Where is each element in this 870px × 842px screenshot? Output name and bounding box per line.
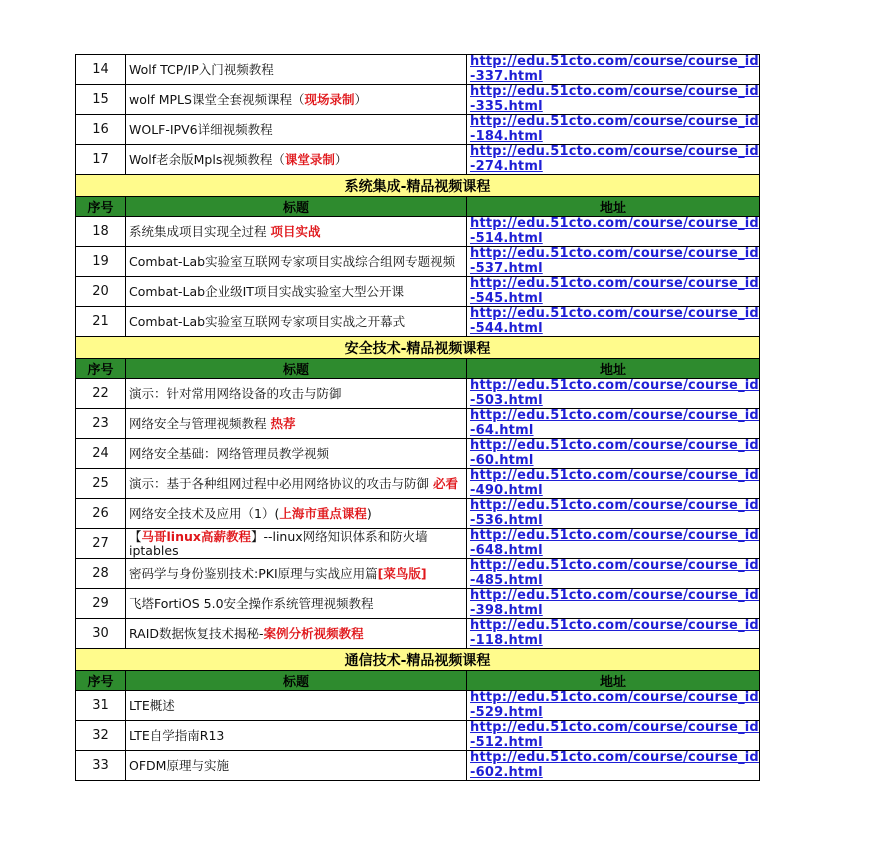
course-title-text: OFDM原理与实施 bbox=[129, 757, 229, 773]
course-title-highlight: 课堂录制 bbox=[284, 151, 335, 167]
course-url-link[interactable]: http://edu.51cto.com/course/course_id-529.html bbox=[470, 690, 759, 720]
course-row bbox=[76, 247, 760, 277]
course-title-text: LTE概述 bbox=[129, 697, 175, 713]
course-row bbox=[76, 751, 760, 781]
section-title: 安全技术-精品视频课程 bbox=[76, 337, 760, 359]
course-url-cell bbox=[467, 85, 760, 115]
course-row bbox=[76, 499, 760, 529]
course-table-body bbox=[76, 55, 760, 781]
course-title-text: 网络安全基础：网络管理员教学视频 bbox=[129, 445, 330, 461]
course-number: 29 bbox=[76, 589, 126, 619]
section-title: 通信技术-精品视频课程 bbox=[76, 649, 760, 671]
course-title-cell bbox=[126, 409, 467, 439]
column-header-url: 地址 bbox=[467, 671, 760, 691]
course-table-sheet bbox=[75, 54, 759, 781]
course-number: 18 bbox=[76, 217, 126, 247]
course-number: 17 bbox=[76, 145, 126, 175]
course-url-link[interactable]: http://edu.51cto.com/course/course_id-648.html bbox=[470, 528, 759, 558]
course-title-cell bbox=[126, 559, 467, 589]
course-title-cell bbox=[126, 619, 467, 649]
course-url-link[interactable]: http://edu.51cto.com/course/course_id-537.html bbox=[470, 246, 759, 276]
course-url-link[interactable]: http://edu.51cto.com/course/course_id-485.html bbox=[470, 558, 759, 588]
course-url-cell bbox=[467, 307, 760, 337]
course-url-link[interactable]: http://edu.51cto.com/course/course_id-536.html bbox=[470, 498, 759, 528]
course-row bbox=[76, 469, 760, 499]
course-row bbox=[76, 379, 760, 409]
course-number: 16 bbox=[76, 115, 126, 145]
course-number: 19 bbox=[76, 247, 126, 277]
course-row bbox=[76, 145, 760, 175]
course-title-highlight: 上海市重点课程 bbox=[279, 505, 367, 521]
course-row bbox=[76, 589, 760, 619]
course-number: 32 bbox=[76, 721, 126, 751]
course-url-link[interactable]: http://edu.51cto.com/course/course_id-545.html bbox=[470, 276, 759, 306]
course-url-cell bbox=[467, 691, 760, 721]
course-url-link[interactable]: http://edu.51cto.com/course/course_id-514.html bbox=[470, 216, 759, 246]
course-title-cell bbox=[126, 439, 467, 469]
course-title-text: 【 bbox=[129, 528, 142, 544]
course-title-cell bbox=[126, 247, 467, 277]
course-title-cell bbox=[126, 277, 467, 307]
column-header-title: 标题 bbox=[126, 359, 467, 379]
course-title-text: RAID数据恢复技术揭秘- bbox=[129, 625, 264, 641]
course-title-highlight: 项目实战 bbox=[270, 223, 321, 239]
course-title-text: 网络安全技术及应用（1）( bbox=[129, 505, 280, 521]
course-number: 25 bbox=[76, 469, 126, 499]
course-number: 33 bbox=[76, 751, 126, 781]
course-url-cell bbox=[467, 619, 760, 649]
course-row bbox=[76, 691, 760, 721]
course-url-link[interactable]: http://edu.51cto.com/course/course_id-335.html bbox=[470, 84, 759, 114]
course-number: 27 bbox=[76, 529, 126, 559]
course-title-suffix: ） bbox=[354, 91, 367, 107]
section-header-row bbox=[76, 337, 760, 359]
course-title-highlight: 现场录制 bbox=[304, 91, 355, 107]
course-title-highlight: 案例分析视频教程 bbox=[263, 625, 364, 641]
course-number: 14 bbox=[76, 55, 126, 85]
course-row bbox=[76, 439, 760, 469]
course-url-cell bbox=[467, 145, 760, 175]
course-title-highlight: 热荐 bbox=[270, 415, 296, 431]
course-number: 22 bbox=[76, 379, 126, 409]
course-row bbox=[76, 277, 760, 307]
course-url-cell bbox=[467, 751, 760, 781]
column-header-row bbox=[76, 359, 760, 379]
course-url-cell bbox=[467, 529, 760, 559]
column-header-title: 标题 bbox=[126, 671, 467, 691]
course-row bbox=[76, 307, 760, 337]
course-url-link[interactable]: http://edu.51cto.com/course/course_id-544.html bbox=[470, 306, 759, 336]
course-number: 21 bbox=[76, 307, 126, 337]
course-title-highlight: [菜鸟版] bbox=[377, 565, 427, 581]
course-url-link[interactable]: http://edu.51cto.com/course/course_id-274.html bbox=[470, 144, 759, 174]
course-row bbox=[76, 115, 760, 145]
course-title-cell bbox=[126, 691, 467, 721]
course-table bbox=[75, 54, 760, 781]
column-header-num: 序号 bbox=[76, 359, 126, 379]
course-title-cell bbox=[126, 499, 467, 529]
column-header-row bbox=[76, 197, 760, 217]
course-title-text: Combat-Lab实验室互联网专家项目实战综合组网专题视频 bbox=[129, 253, 456, 269]
course-url-link[interactable]: http://edu.51cto.com/course/course_id-184.html bbox=[470, 114, 759, 144]
course-title-cell bbox=[126, 469, 467, 499]
course-title-cell bbox=[126, 115, 467, 145]
course-title-cell bbox=[126, 721, 467, 751]
course-row bbox=[76, 559, 760, 589]
course-number: 15 bbox=[76, 85, 126, 115]
course-title-text: Combat-Lab企业级IT项目实战实验室大型公开课 bbox=[129, 283, 404, 299]
course-title-highlight: 马哥linux高薪教程 bbox=[141, 528, 251, 544]
course-url-cell bbox=[467, 469, 760, 499]
course-url-cell bbox=[467, 439, 760, 469]
course-url-cell bbox=[467, 721, 760, 751]
course-number: 31 bbox=[76, 691, 126, 721]
course-row bbox=[76, 529, 760, 559]
course-url-link[interactable]: http://edu.51cto.com/course/course_id-398.html bbox=[470, 588, 759, 618]
course-number: 30 bbox=[76, 619, 126, 649]
course-url-link[interactable]: http://edu.51cto.com/course/course_id-602.html bbox=[470, 750, 759, 780]
course-url-cell bbox=[467, 589, 760, 619]
column-header-num: 序号 bbox=[76, 197, 126, 217]
course-number: 28 bbox=[76, 559, 126, 589]
course-title-suffix: ） bbox=[334, 151, 348, 167]
course-title-cell bbox=[126, 217, 467, 247]
course-url-cell bbox=[467, 409, 760, 439]
section-header-row bbox=[76, 649, 760, 671]
course-row bbox=[76, 619, 760, 649]
course-url-link[interactable]: http://edu.51cto.com/course/course_id-490.html bbox=[470, 468, 759, 498]
course-url-cell bbox=[467, 115, 760, 145]
course-url-link[interactable]: http://edu.51cto.com/course/course_id-337.html bbox=[470, 54, 759, 84]
course-title-cell bbox=[126, 307, 467, 337]
course-url-cell bbox=[467, 499, 760, 529]
course-title-text: 系统集成项目实现全过程 bbox=[129, 223, 271, 239]
course-title-suffix: ) bbox=[366, 505, 372, 521]
course-title-text: 演示：基于各种组网过程中必用网络协议的攻击与防御 bbox=[129, 475, 433, 491]
course-title-text: WOLF-IPV6详细视频教程 bbox=[129, 121, 273, 137]
course-url-link[interactable]: http://edu.51cto.com/course/course_id-503.html bbox=[470, 378, 759, 408]
section-title: 系统集成-精品视频课程 bbox=[76, 175, 760, 197]
course-number: 26 bbox=[76, 499, 126, 529]
course-title-text: Combat-Lab实验室互联网专家项目实战之开幕式 bbox=[129, 313, 406, 329]
column-header-num: 序号 bbox=[76, 671, 126, 691]
course-title-cell bbox=[126, 529, 467, 559]
course-title-text: 演示：针对常用网络设备的攻击与防御 bbox=[129, 385, 342, 401]
column-header-row bbox=[76, 671, 760, 691]
course-title-cell bbox=[126, 379, 467, 409]
course-title-cell bbox=[126, 85, 467, 115]
course-title-text: wolf MPLS课堂全套视频课程（ bbox=[129, 91, 305, 107]
course-row bbox=[76, 409, 760, 439]
course-url-cell bbox=[467, 247, 760, 277]
course-url-link[interactable]: http://edu.51cto.com/course/course_id-60.html bbox=[470, 438, 759, 468]
course-url-cell bbox=[467, 559, 760, 589]
course-url-link[interactable]: http://edu.51cto.com/course/course_id-118.html bbox=[470, 618, 759, 648]
course-title-cell bbox=[126, 751, 467, 781]
course-url-cell bbox=[467, 379, 760, 409]
course-url-cell bbox=[467, 217, 760, 247]
course-title-suffix: 】--linux网络知识体系和防火墙iptables bbox=[129, 528, 428, 558]
section-header-row bbox=[76, 175, 760, 197]
course-url-cell bbox=[467, 277, 760, 307]
course-title-text: LTE自学指南R13 bbox=[129, 727, 225, 743]
column-header-url: 地址 bbox=[467, 197, 760, 217]
column-header-url: 地址 bbox=[467, 359, 760, 379]
course-number: 23 bbox=[76, 409, 126, 439]
course-title-cell bbox=[126, 589, 467, 619]
course-row bbox=[76, 55, 760, 85]
course-url-cell bbox=[467, 55, 760, 85]
course-url-link[interactable]: http://edu.51cto.com/course/course_id-64.html bbox=[470, 408, 759, 438]
course-title-text: Wolf老余版Mpls视频教程（ bbox=[129, 151, 285, 167]
course-title-text: 飞塔FortiOS 5.0安全操作系统管理视频教程 bbox=[129, 595, 374, 611]
course-title-text: 密码学与身份鉴别技术:PKI原理与实战应用篇 bbox=[129, 565, 378, 581]
course-row bbox=[76, 217, 760, 247]
course-title-text: 网络安全与管理视频教程 bbox=[129, 415, 271, 431]
course-title-text: Wolf TCP/IP入门视频教程 bbox=[129, 61, 274, 77]
course-title-cell bbox=[126, 55, 467, 85]
course-title-highlight: 必看 bbox=[432, 475, 458, 491]
course-row bbox=[76, 721, 760, 751]
course-url-link[interactable]: http://edu.51cto.com/course/course_id-512.html bbox=[470, 720, 759, 750]
column-header-title: 标题 bbox=[126, 197, 467, 217]
course-number: 20 bbox=[76, 277, 126, 307]
course-number: 24 bbox=[76, 439, 126, 469]
course-title-cell bbox=[126, 145, 467, 175]
course-row bbox=[76, 85, 760, 115]
